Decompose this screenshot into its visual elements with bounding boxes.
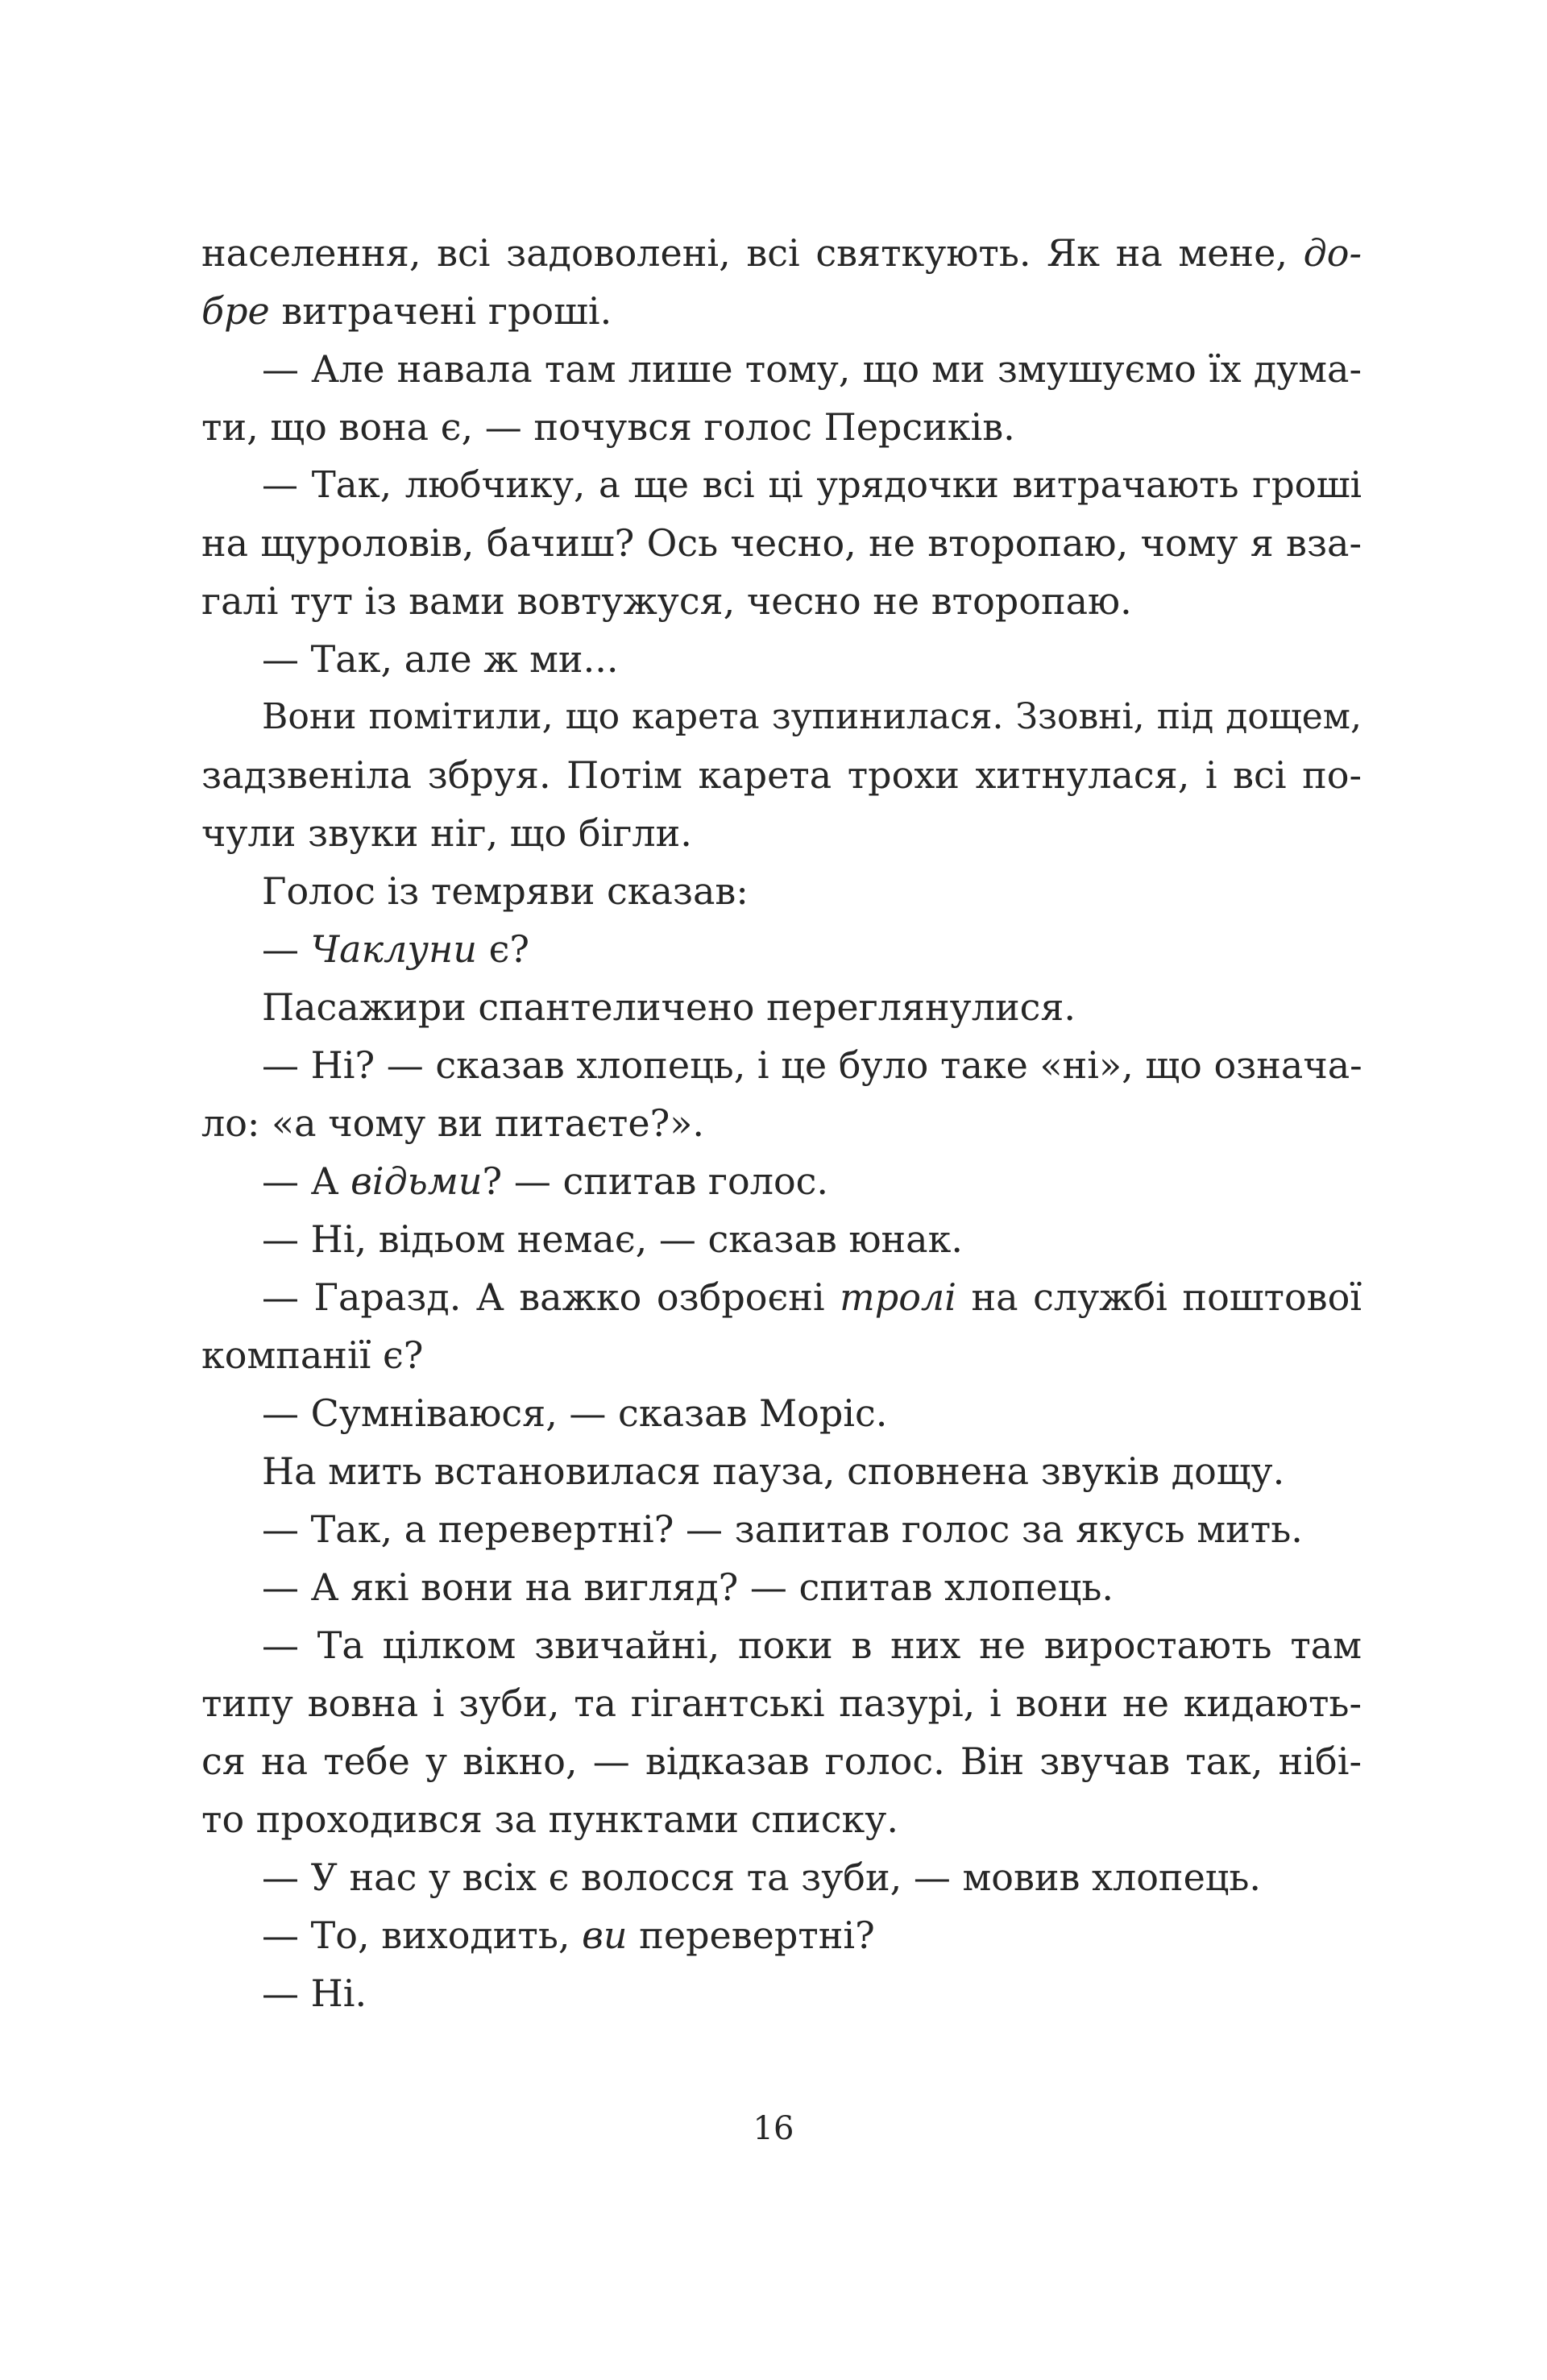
text-segment: компанії є?	[201, 1333, 424, 1377]
italic-text-segment: тролі	[840, 1275, 956, 1319]
text-segment: Голос із темряви сказав:	[262, 869, 749, 913]
text-line	[201, 1036, 1362, 1094]
text-line	[201, 514, 1362, 572]
text-segment: ? — спитав голос.	[482, 1159, 829, 1203]
page-body-text	[201, 224, 1362, 2022]
text-line	[201, 1442, 1362, 1500]
text-line	[201, 862, 1362, 920]
text-line	[201, 1326, 1362, 1384]
text-line	[201, 1848, 1362, 1906]
text-segment: витрачені гроші.	[269, 289, 612, 333]
text-segment: Пасажири спантеличено переглянулися.	[262, 985, 1076, 1029]
text-line	[201, 630, 1362, 688]
text-line	[201, 1094, 1362, 1152]
text-segment: є?	[476, 927, 530, 971]
text-segment: населення, всі задоволені, всі святкують. Як на мене,	[201, 231, 1304, 275]
text-segment: На мить встановилася пауза, сповнена звуків дощу.	[262, 1449, 1285, 1493]
text-line	[201, 224, 1362, 282]
text-line	[201, 920, 1362, 978]
text-segment: перевертні?	[627, 1914, 875, 1957]
text-segment: — А	[262, 1159, 351, 1203]
text-segment: ти, що вона є, — почувся голос Персиків.	[201, 405, 1015, 449]
text-segment: — Так, любчику, а ще всі ці урядочки витрачають гроші	[262, 463, 1362, 506]
text-line	[201, 688, 1362, 746]
text-line	[201, 1790, 1362, 1848]
text-line	[201, 804, 1362, 862]
text-segment: то проходився за пунктами списку.	[201, 1797, 898, 1841]
text-line	[201, 398, 1362, 456]
text-line	[201, 746, 1362, 804]
text-segment: Вони помітили, що карета зупинилася. Ззовні, під дощем,	[262, 696, 1362, 737]
text-segment: —	[262, 927, 311, 971]
text-segment: — Так, а перевертні? — запитав голос за якусь мить.	[262, 1507, 1303, 1551]
text-line	[201, 978, 1362, 1036]
text-segment: галі тут із вами вовтужуся, чесно не второпаю.	[201, 579, 1132, 623]
italic-text-segment: ви	[582, 1914, 628, 1957]
text-segment: — То, виходить,	[262, 1914, 583, 1957]
text-segment: на щуроловів, бачиш? Ось чесно, не второпаю, чому я вза-	[201, 521, 1362, 565]
italic-text-segment: відьми	[350, 1159, 483, 1203]
text-line	[201, 1906, 1362, 1964]
italic-text-segment: бре	[201, 289, 270, 333]
text-line	[201, 456, 1362, 514]
text-line	[201, 1732, 1362, 1790]
text-segment: — Гаразд. А важко озброєні	[262, 1275, 840, 1319]
text-segment: — Ні, відьом немає, — сказав юнак.	[262, 1217, 963, 1261]
text-line	[201, 340, 1362, 398]
text-line	[201, 1384, 1362, 1442]
text-line	[201, 1500, 1362, 1558]
text-segment: задзвеніла збруя. Потім карета трохи хитнулася, і всі по-	[201, 753, 1362, 797]
text-segment: — Та цілком звичайні, поки в них не виростають там	[262, 1623, 1362, 1667]
text-segment: — Ні? — сказав хлопець, і це було таке «ні», що означа-	[262, 1043, 1362, 1087]
text-line	[201, 572, 1362, 630]
text-segment: — Так, але ж ми...	[262, 637, 619, 681]
text-segment: — Сумніваюся, — сказав Моріс.	[262, 1391, 888, 1435]
text-segment: — Ні.	[262, 1972, 367, 2015]
text-segment: — У нас у всіх є волосся та зуби, — мовив хлопець.	[262, 1855, 1262, 1899]
text-line	[201, 1210, 1362, 1268]
text-line	[201, 1616, 1362, 1674]
italic-text-segment: до-	[1303, 231, 1362, 275]
text-line	[201, 1268, 1362, 1326]
text-line	[201, 1674, 1362, 1732]
page-number: 16	[753, 2110, 794, 2147]
text-line	[201, 1152, 1362, 1210]
text-segment: ся на тебе у вікно, — відказав голос. Він звучав так, нібі-	[201, 1739, 1362, 1783]
text-segment: ло: «а чому ви питаєте?».	[201, 1101, 705, 1145]
text-line	[201, 1558, 1362, 1616]
text-segment: — А які вони на вигляд? — спитав хлопець.	[262, 1565, 1114, 1609]
text-segment: на службі поштової	[956, 1275, 1362, 1319]
text-line	[201, 1964, 1362, 2022]
text-segment: чули звуки ніг, що бігли.	[201, 811, 692, 855]
text-segment: — Але навала там лише тому, що ми змушуємо їх дума-	[262, 347, 1362, 391]
text-segment: типу вовна і зуби, та гігантські пазурі, і вони не кидають-	[201, 1681, 1362, 1725]
italic-text-segment: Чаклуни	[310, 927, 477, 971]
text-line	[201, 282, 1362, 340]
